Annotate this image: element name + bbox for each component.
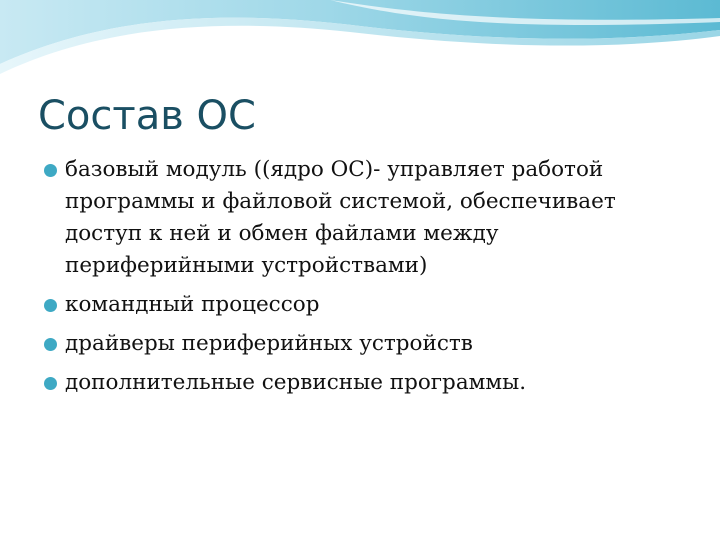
bullet-dot-icon	[44, 377, 57, 390]
list-item	[0, 289, 720, 321]
bullet-list	[0, 154, 720, 406]
list-item	[0, 328, 720, 360]
bullet-text: дополнительные сервисные программы.	[65, 370, 527, 395]
bullet-text: командный процессор	[65, 292, 320, 317]
bullet-text: базовый модуль ((ядро ОС)- управляет работой программы и файловой системой, обеспечивает доступ к ней и обмен файлами между периферийными устройствами)	[65, 157, 616, 278]
slide-title: Состав ОС	[38, 93, 256, 139]
bullet-dot-icon	[44, 338, 57, 351]
list-item	[0, 367, 720, 399]
header-wave-decoration	[0, 0, 720, 90]
list-item	[0, 154, 720, 282]
bullet-text: драйверы периферийных устройств	[65, 331, 473, 356]
bullet-dot-icon	[44, 299, 57, 312]
bullet-dot-icon	[44, 164, 57, 177]
